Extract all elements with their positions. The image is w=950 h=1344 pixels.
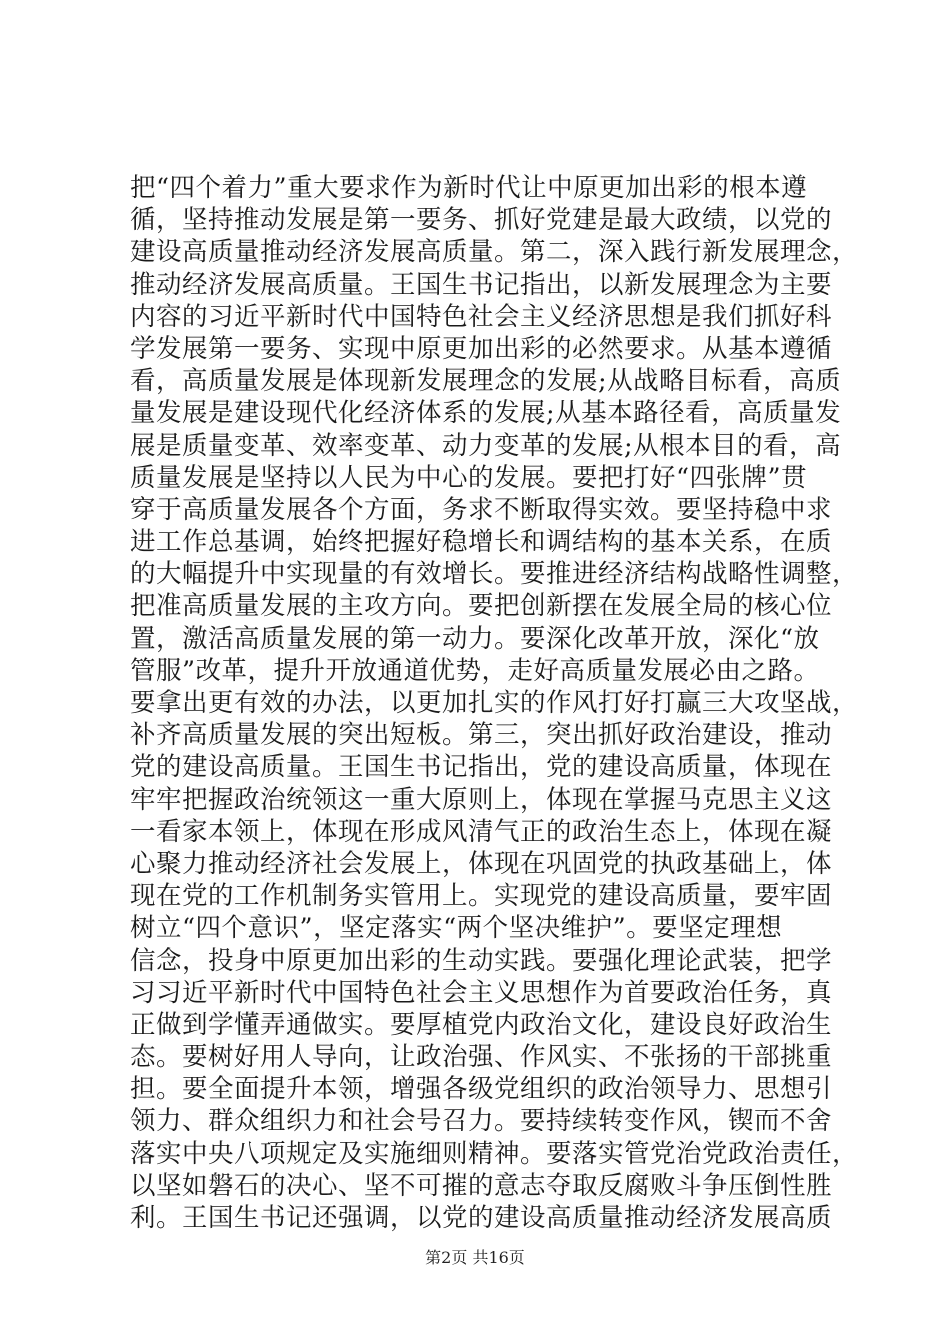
text-line: 树立“四个意识”，坚定落实“两个坚决维护”。要坚定理想 (130, 913, 783, 944)
text-line: 现在党的工作机制务实管用上。实现党的建设高质量，要牢固 (130, 881, 833, 912)
text-line: 的大幅提升中实现量的有效增长。要推进经济结构战略性调整， (130, 559, 859, 590)
text-line: 循，坚持推动发展是第一要务、抓好党建是最大政绩，以党的 (130, 205, 833, 236)
text-line: 心聚力推动经济社会发展上，体现在巩固党的执政基础上，体 (130, 848, 833, 879)
text-line: 把“四个着力”重大要求作为新时代让中原更加出彩的根本遵 (130, 173, 808, 203)
text-line: 进工作总基调，始终把握好稳增长和调结构的基本关系，在质 (130, 527, 833, 558)
text-line: 领力、群众组织力和社会号召力。要持续转变作风，锲而不舍 (130, 1106, 833, 1137)
text-line: 习习近平新时代中国特色社会主义思想作为首要政治任务，真 (130, 977, 833, 1008)
page-number-footer: 第2页 共16页 (425, 1248, 525, 1267)
text-line: 牢牢把握政治统领这一重大原则上，体现在掌握马克思主义这 (130, 784, 833, 815)
text-line: 看，高质量发展是体现新发展理念的发展;从战略目标看，高质 (130, 366, 842, 397)
text-line: 以坚如磐石的决心、坚不可摧的意志夺取反腐败斗争压倒性胜 (130, 1170, 833, 1201)
text-line: 建设高质量推动经济发展高质量。第二，深入践行新发展理念， (130, 237, 859, 268)
text-line: 把准高质量发展的主攻方向。要把创新摆在发展全局的核心位 (130, 591, 833, 622)
text-line: 内容的习近平新时代中国特色社会主义经济思想是我们抓好科 (130, 301, 833, 332)
text-line: 要拿出更有效的办法，以更加扎实的作风打好打赢三大攻坚战， (130, 688, 859, 718)
text-line: 展是质量变革、效率变革、动力变革的发展;从根本目的看，高 (130, 430, 842, 461)
text-line: 正做到学懂弄通做实。要厚植党内政治文化，建设良好政治生 (130, 1009, 833, 1040)
text-line: 管服”改革，提升开放通道优势，走好高质量发展必由之路。 (130, 655, 820, 686)
text-line: 置，激活高质量发展的第一动力。要深化改革开放，深化“放 (130, 623, 820, 654)
text-line: 推动经济发展高质量。王国生书记指出，以新发展理念为主要 (130, 269, 833, 300)
body-paragraph (130, 172, 859, 1234)
text-line: 学发展第一要务、实现中原更加出彩的必然要求。从基本遵循 (130, 333, 833, 364)
text-line: 质量发展是坚持以人民为中心的发展。要把打好“四张牌”贯 (130, 462, 808, 493)
text-line: 量发展是建设现代化经济体系的发展;从基本路径看，高质量发 (130, 398, 842, 429)
text-line: 党的建设高质量。王国生书记指出，党的建设高质量，体现在 (130, 752, 833, 783)
text-line: 一看家本领上，体现在形成风清气正的政治生态上，体现在凝 (130, 816, 833, 847)
text-line: 补齐高质量发展的突出短板。第三，突出抓好政治建设，推动 (130, 720, 833, 751)
text-line: 利。王国生书记还强调，以党的建设高质量推动经济发展高质 (130, 1203, 833, 1233)
text-line: 担。要全面提升本领，增强各级党组织的政治领导力、思想引 (130, 1074, 833, 1105)
text-line: 信念，投身中原更加出彩的生动实践。要强化理论武装，把学 (130, 945, 833, 976)
text-line: 态。要树好用人导向，让政治强、作风实、不张扬的干部挑重 (130, 1042, 833, 1073)
text-line: 穿于高质量发展各个方面，务求不断取得实效。要坚持稳中求 (130, 494, 833, 525)
text-line: 落实中央八项规定及实施细则精神。要落实管党治党政治责任， (130, 1138, 859, 1169)
